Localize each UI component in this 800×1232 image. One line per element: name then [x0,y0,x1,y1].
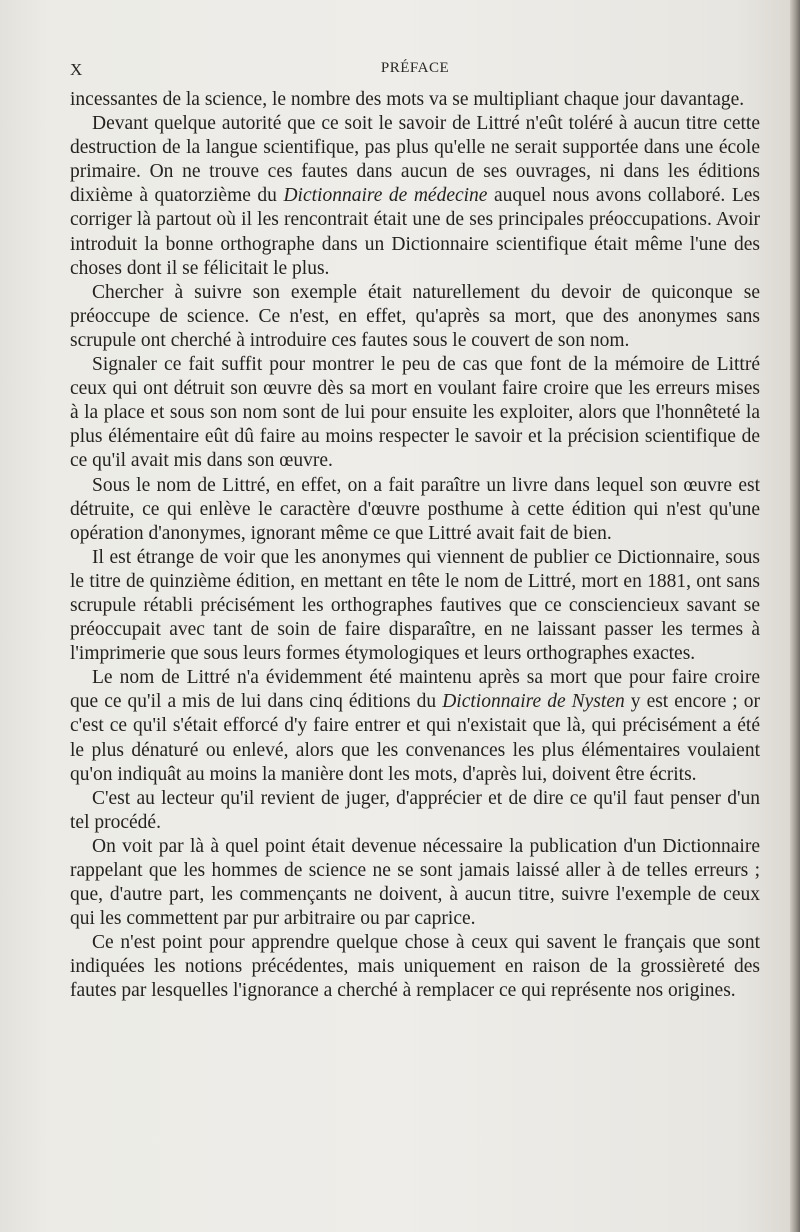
paragraph-8: C'est au lecteur qu'il revient de juger, d'apprécier et de dire ce qu'il faut penser d'un tel procédé. [70,787,760,833]
paragraph-3: Chercher à suivre son exemple était naturellement du devoir de quiconque se préoccupe de science. Ce n'est, en effet, qu'après sa mort, que des anonymes sans scrupule ont cherché à introduire ces fautes sous le couvert de son nom. [70,281,760,351]
paragraph-6: Il est étrange de voir que les anonymes qui viennent de publier ce Dictionnaire, sous le titre de quinzième édition, en mettant en tête le nom de Littré, mort en 1881, ont sans scrupule rétabli précisément les orthographes fautives que ce consciencieux savant se préoccupait avec tant de soin de faire disparaître, en ne laissant passer les termes à l'imprimerie que sous leurs formes étymologiques et leurs orthographes exactes. [70,546,760,665]
paragraph-1: incessantes de la science, le nombre des mots va se multipliant chaque jour davantage. [70,89,745,110]
paragraph-9: On voit par là à quel point était devenue nécessaire la publication d'un Dictionnaire rappelant que les hommes de science ne se sont jamais laissé aller à de telles erreurs ; que, d'autre part, les commençants ne doivent, à aucun titre, suivre l'exemple de ceux qui les commettent par pur arbitraire ou par caprice. [70,835,760,930]
work-title-dictionnaire-de-medecine: Dictionnaire de médecine [283,185,488,207]
paragraph-4: Signaler ce fait suffit pour montrer le peu de cas que font de la mémoire de Littré ceux qui ont détruit son œuvre dès sa mort en voulant faire croire que les erreurs mises à la place et sous son nom sont de lui pour ensuite les exploiter, alors que l'honnêteté la plus élémentaire eût dû faire au moins respecter le savoir et la précision scientifique de ce qu'il avait mis dans son œuvre. [70,354,760,472]
paragraph-7: Le nom de Littré n'a évidemment été maintenu après sa mort que pour faire croire que ce qu'il a mis de lui dans cinq éditions du Dictionnaire de Nysten y est encore ; or c'est ce qu'il s'était efforcé d'y faire entrer et qui n'existait que là, qui précisément a été le plus dénaturé ou enlevé, alors que les convenances les plus élémentaires voulaient qu'on indiquât au moins la manière dont les mots, d'après lui, doivent être écrits. [70,667,760,785]
page-edge-shadow [790,0,800,1232]
body-text [70,88,760,1004]
work-title-dictionnaire-de-nysten: Dictionnaire de Nysten [442,691,625,713]
page-number: X [70,60,83,79]
paragraph-10: Ce n'est point pour apprendre quelque chose à ceux qui savent le français que sont indiquées les notions précédentes, mais uniquement en raison de la grossièreté des fautes par lesquelles l'ignorance a cherché à remplacer ce qui représente nos origines. [70,932,760,1002]
page-header [70,60,760,84]
paragraph-5: Sous le nom de Littré, en effet, on a fait paraître un livre dans lequel son œuvre est détruite, ce qui enlève le caractère d'œuvre posthume à cette édition qui n'est qu'une opération d'anonymes, ignorant même ce que Littré avait fait de bien. [70,474,760,544]
running-title: PRÉFACE [380,60,450,76]
paragraph-2: Devant quelque autorité que ce soit le savoir de Littré n'eût toléré à aucun titre cette destruction de la langue scientifique, pas plus qu'elle ne serait supportée dans une école primaire. On ne trouve ces fautes dans aucun de ses ouvrages, ni dans les éditions dixième à quatorzième du Dictionnaire de médecine auquel nous avons collaboré. Les corriger là partout où il les rencontrait était une de ses principales préoccupations. Avoir introduit la bonne orthographe dans un Dictionnaire scientifique était même l'une des choses dont il se félicitait le plus. [70,113,760,279]
